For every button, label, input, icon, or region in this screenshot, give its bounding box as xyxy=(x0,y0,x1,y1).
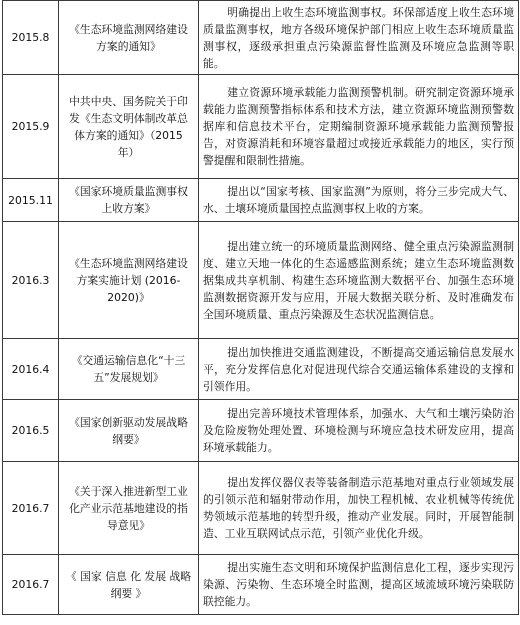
date-cell: 2016.4 xyxy=(3,339,59,400)
content-cell xyxy=(199,179,519,222)
content-text: 提出加快推进交通监测建设，不断提高交通运输信息发展水平，充分发挥信息化对促进现代综合交通运输体系建设的支撑和引领作用。 xyxy=(203,345,514,393)
document-cell: 中共中央、国务院关于印发《生态文明体制改革总体方案的通知》（2015 年） xyxy=(59,75,199,179)
content-text: 提出完善环境技术管理体系，加强水、大气和土壤污染防治及危险废物处理处置、环境检测与环境应急技术研发应用，提高环境承载能力。 xyxy=(203,407,514,454)
document-cell: 《交通运输信息化“十三五”发展规划》 xyxy=(59,339,199,400)
date-cell: 2016.5 xyxy=(3,400,59,462)
content-cell xyxy=(199,75,519,179)
document-cell: 《关于深入推进新型工业化产业示范基地建设的指导意见》 xyxy=(59,462,199,555)
content-text: 明确提出上收生态环境监测事权。环保部适度上收生态环境质量监测事权，地方各级环境保护部门相应上收生态环境质量监测事权，逐级承担重点污染源监督性监测及环境应急监测等职能。 xyxy=(203,5,514,70)
content-text: 提出以“国家考核、国家监测”为原则，将分三步完成大气、水、土壤环境质量国控点监测事权上收的方案。 xyxy=(203,185,514,215)
date-cell: 2016.7 xyxy=(3,555,59,615)
table-row xyxy=(3,75,519,179)
date-cell: 2015.8 xyxy=(3,1,59,75)
document-cell: 《国家创新驱动发展战略纲要》 xyxy=(59,400,199,462)
date-cell: 2016.7 xyxy=(3,462,59,555)
content-cell xyxy=(199,222,519,339)
table-row xyxy=(3,179,519,222)
content-cell xyxy=(199,400,519,462)
content-cell xyxy=(199,555,519,615)
content-cell xyxy=(199,339,519,400)
table-row xyxy=(3,400,519,462)
content-cell xyxy=(199,462,519,555)
document-cell: 《生态环境监测网络建设方案的通知》 xyxy=(59,1,199,75)
content-text: 提出实施生态文明和环境保护监测信息化工程，逐步实现污染源、污染物、生态环境全时监测，提高区域流域环境污染联防联控能力。 xyxy=(203,561,514,608)
table-row xyxy=(3,222,519,339)
document-cell: 《生态环境监测网络建设方案实施计划 (2016-2020)》 xyxy=(59,222,199,339)
document-cell: 《 国家 信息 化 发展 战略纲要 》 xyxy=(59,555,199,615)
date-cell: 2015.11 xyxy=(3,179,59,222)
date-cell: 2016.3 xyxy=(3,222,59,339)
content-cell xyxy=(199,1,519,75)
content-text: 提出建立统一的环境质量监测网络、健全重点污染源监测制度、建立天地一体化的生态遥感监测系统；建立生态环境监测数据集成共享机制、构建生态环境监测大数据平台、加强生态环境监测数据资源开发与应用，开展大数据关联分析、及时准确发布全国环境质量、重点污染源及生态状况监测信息。 xyxy=(203,239,514,321)
table-row xyxy=(3,339,519,400)
date-cell: 2015.9 xyxy=(3,75,59,179)
content-text: 提出发挥仪器仪表等装备制造示范基地对重点行业领域发展的引领示范和辐射带动作用，加快工程机械、农业机械等传统优势领域示范基地的转型升级，推动产业发展。同时，开展智能制造、工业互联网试点示范，引领产业优化升级。 xyxy=(203,476,514,540)
table-row xyxy=(3,555,519,615)
table-row xyxy=(3,462,519,555)
table-row xyxy=(3,1,519,75)
content-text: 建立资源环境承载能力监测预警机制。研究制定资源环境承载能力监测预警指标体系和技术方法，建立资源环境监测预警数据库和信息技术平台，定期编制资源环境承载能力监测预警报告，对资源消耗和环境容量超过或接近承载能力的地区，实行预警提醒和限制性措施。 xyxy=(203,86,514,167)
policy-table xyxy=(2,0,519,615)
document-cell: 《国家环境质量监测事权上收方案》 xyxy=(59,179,199,222)
